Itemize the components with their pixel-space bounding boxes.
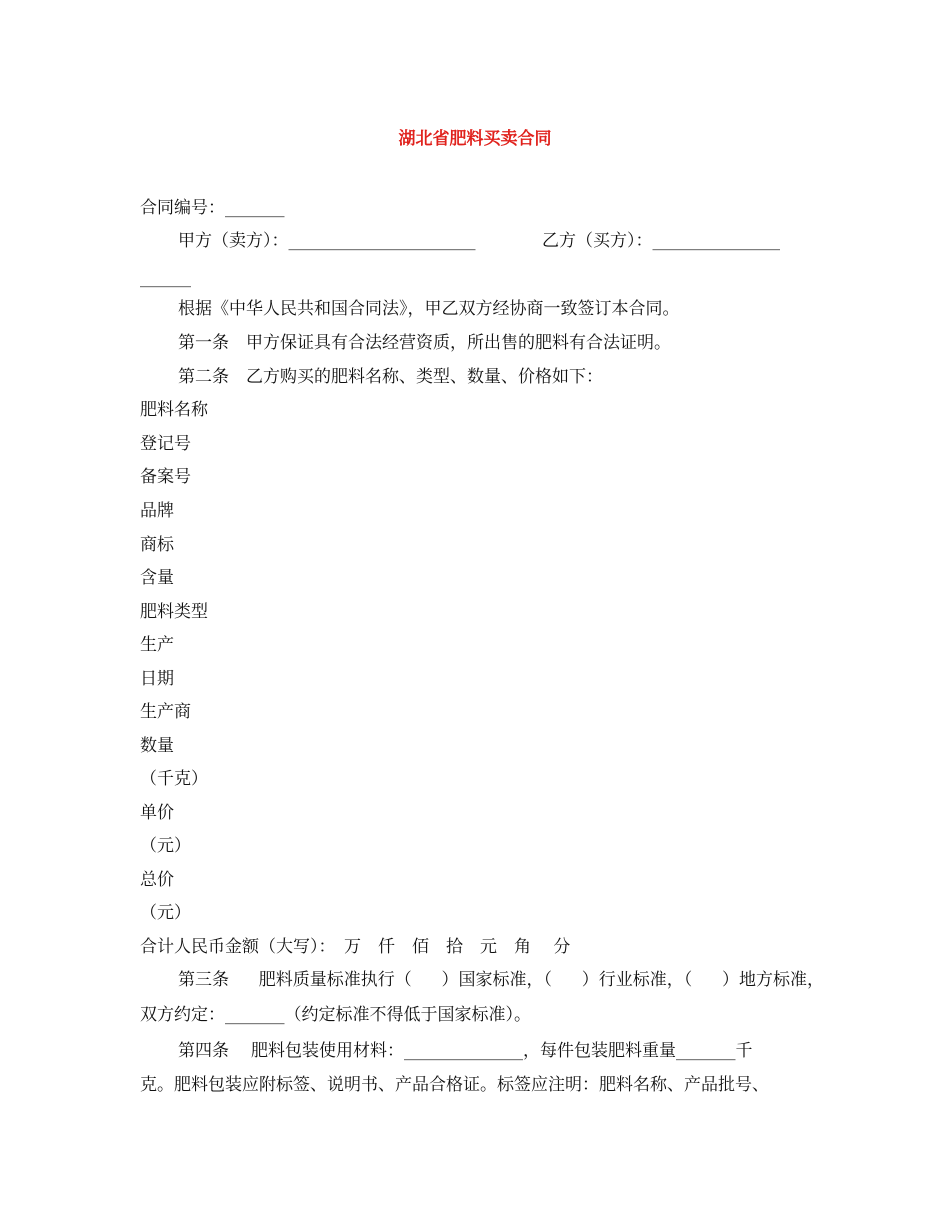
article-4-text: 肥料包装使用材料：______________，每件包装肥料重量_______千 [251,1041,753,1061]
field-label: （元） [140,903,191,923]
party-b-line: 乙方（买方）：_______________ [542,231,780,251]
party-a-line: 甲方（卖方）：______________________ [178,231,476,251]
article-3-line-2: 双方约定：_______（约定标准不得低于国家标准）。 [140,1005,531,1025]
field-label: 肥料名称 [140,400,208,420]
article-3-text: ）地方标准， [722,970,824,990]
field-label: 总价 [140,870,174,890]
field-label: （元） [140,836,191,856]
article-4-line-2: 克。肥料包装应附标签、说明书、产品合格证。标签应注明：肥料名称、产品批号、 [140,1075,769,1095]
field-label: 登记号 [140,434,191,454]
field-label: 含量 [140,568,174,588]
article-3-text: 肥料质量标准执行（ [258,970,412,990]
field-label: （千克） [140,769,208,789]
field-label: 生产 [140,635,174,655]
field-label: 单价 [140,803,174,823]
field-label: 备案号 [140,467,191,487]
field-label: 生产商 [140,702,191,722]
article-2: 第二条 乙方购买的肥料名称、类型、数量、价格如下： [178,367,603,387]
field-label: 商标 [140,535,174,555]
field-label: 品牌 [140,501,174,521]
intro-paragraph: 根据《中华人民共和国合同法》，甲乙双方经协商一致签订本合同。 [178,299,680,319]
article-1: 第一条 甲方保证具有合法经营资质，所出售的肥料有合法证明。 [178,333,671,353]
article-3-text: ）行业标准，（ [581,970,693,990]
article-3-heading: 第三条 [178,970,229,990]
field-label: 日期 [140,669,174,689]
article-3-line-1 [178,968,824,992]
field-label: 肥料类型 [140,602,208,622]
article-3-text: ）国家标准，（ [441,970,552,990]
total-amount-line: 合计人民币金额（大写）： 万 仟 佰 拾 元 角 分 [140,937,571,957]
party-line-continuation: ______ [140,268,191,288]
field-label: 数量 [140,736,174,756]
article-4-line-1 [178,1039,824,1063]
contract-number: 合同编号：_______ [140,198,285,218]
document-title: 湖北省肥料买卖合同 [398,129,552,149]
article-4-heading: 第四条 [178,1041,229,1061]
